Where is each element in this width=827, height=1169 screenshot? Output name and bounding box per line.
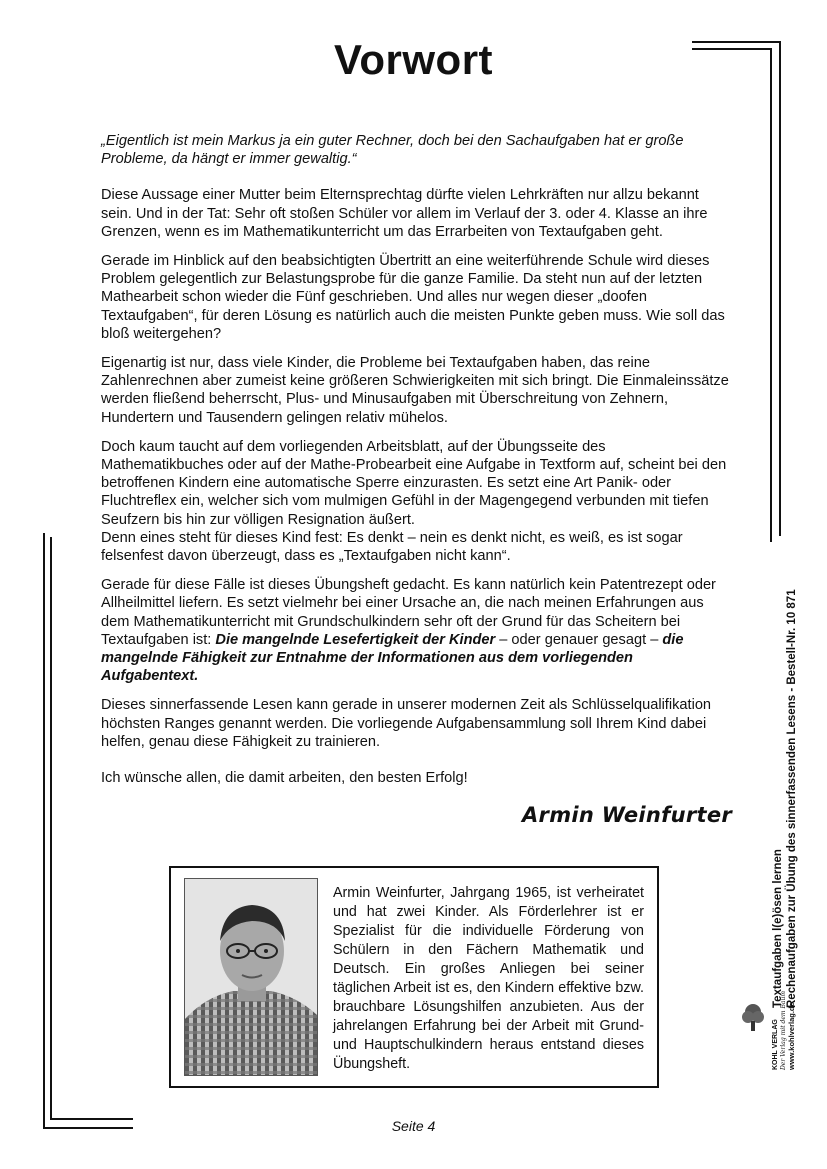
- paragraph-4: Doch kaum taucht auf dem vorliegenden Arbeitsblatt, auf der Übungsseite des Mathematikbuches oder auf der Mathe-Probearbeit eine Aufgabe in Textform auf, scheint bei den betroffenen Kindern eine automatische Sperre einzurasten. Es setzt eine Art Panik- oder Fluchtreflex ein, welcher sich vom mulmigen Gefühl in der Magengegend verbunden mit tiefen Seufzern bis hin zur völligen Resignation äußert.: [101, 438, 727, 528]
- publisher-name: KOHL VERLAG: [772, 1019, 779, 1070]
- paragraph-2: Gerade im Hinblick auf den beabsichtigten Übertritt an eine weiterführende Schule wird dieses Problem gelegentlich zur Belastungsprobe für die ganze Familie. Da steht nun auf der letzten Mathearbeit schon wieder die Fünf geschrieben. Und alles nur wegen dieser „doofen Textaufgaben“, für deren Lösung es natürlich auch die meisten Punkte geben muss. Wie soll das bloß weitergehen?: [101, 253, 725, 342]
- paragraph-5-emphasis-1: Die mangelnde Lesefertigkeit der Kinder: [215, 631, 496, 648]
- paragraph-4b: Denn eines steht für dieses Kind fest: Es denkt – nein es denkt nicht, es weiß, es ist sogar felsenfest davon überzeugt, dass es „Textaufgaben nicht kann“.: [101, 529, 683, 565]
- paragraph-6: Dieses sinnerfassende Lesen kann gerade in unserer modernen Zeit als Schlüsselqualifikation höchsten Ranges genannt werden. Die vorliegende Aufgabensammlung soll Ihrem Kind dabei helfen, genau diese Fähigkeit zu trainieren.: [101, 697, 712, 750]
- top-right-border-line-outer-v: [779, 41, 781, 536]
- paragraph-5-dash: –: [650, 631, 659, 648]
- paragraph-1: Diese Aussage einer Mutter beim Elternsprechtag dürfte vielen Lehrkräften nur allzu bekannt sein. Und in der Tat: Sehr oft stoßen Schüler vor allem im Verlauf der 3. oder 4. Klasse an ihre Grenzen, wenn es im Mathematikunterricht um das Errarbeiten von Textaufgaben geht.: [101, 187, 708, 240]
- author-portrait-image: [185, 879, 318, 1076]
- paragraph-5-middle: – oder genauer gesagt: [499, 631, 647, 648]
- bottom-left-border-line-outer-v: [43, 533, 45, 1129]
- paragraph-5-start: Gerade für diese Fälle ist dieses Übungsheft gedacht. Es kann natürlich kein Patentrezept oder Allheilmittel liefern. Es setzt vielmehr bei einer Ursache an, die nach meinen Erfahrungen aus dem Mathematikunterricht mit Grundschulkindern sehr oft der Grund für das Scheitern bei Textaufgaben ist:: [101, 577, 716, 648]
- paragraph-7: Ich wünsche allen, die damit arbeiten, den besten Erfolg!: [101, 770, 468, 787]
- paragraph-3: Eigenartig ist nur, dass viele Kinder, die Probleme bei Textaufgaben haben, das reine Zahlenrechnen aber zumeist keine größeren Schwierigkeiten mit sich bringt. Die Einmaleinssätze werden fließend beherrscht, Plus- und Minusaufgaben mit Überschreitung von Zehnern, Hundertern und Tausendern gelingen relativ mühelos.: [101, 355, 729, 426]
- paragraph-5-emphasis-2: die mangelnde Fähigkeit zur Entnahme der Informationen aus dem vorliegenden Aufgabentext.: [101, 631, 684, 685]
- bottom-left-border-line-inner-v: [50, 537, 52, 1120]
- publisher-motto: Der Verlag mit dem Baum: [780, 990, 787, 1070]
- opening-quote: „Eigentlich ist mein Markus ja ein guter Rechner, doch bei den Sachaufgaben hat er große Probleme, da hängt er immer gewaltig.“: [101, 133, 684, 168]
- author-portrait: [184, 878, 318, 1076]
- author-signature: Armin Weinfurter: [522, 803, 733, 827]
- top-right-border-line-inner-v: [770, 48, 772, 542]
- book-title: Textaufgaben l(e)ösen lernen: [772, 849, 784, 1008]
- book-subtitle: Rechenaufgaben zur Übung des sinnerfassenden Lesens - Bestell-Nr. 10 871: [786, 589, 798, 1008]
- author-bio-text: Armin Weinfurter, Jahrgang 1965, ist verheiratet und hat zwei Kinder. Als Förderlehrer ist er Spezialist für die individuelle Förderung von Schülern in den Fächern Mathematik und Deutsch. Ein großes Anliegen bei seiner täglichen Arbeit ist es, den Kindern effektive bzw. brauchbare Lösungshilfen anzubieten. Aus der jahrelangen Erfahrung bei der Arbeit mit Grund- und Hauptschulkindern heraus entstand dieses Übungsheft.: [333, 885, 644, 1072]
- page-title: Vorwort: [333, 36, 494, 83]
- page-number: Seite 4: [391, 1118, 436, 1134]
- paragraph-5: [101, 576, 730, 685]
- body-text: [101, 132, 730, 798]
- sidebar-imprint: [750, 510, 800, 1070]
- publisher-url: www.kohlverlag.de: [787, 1002, 796, 1070]
